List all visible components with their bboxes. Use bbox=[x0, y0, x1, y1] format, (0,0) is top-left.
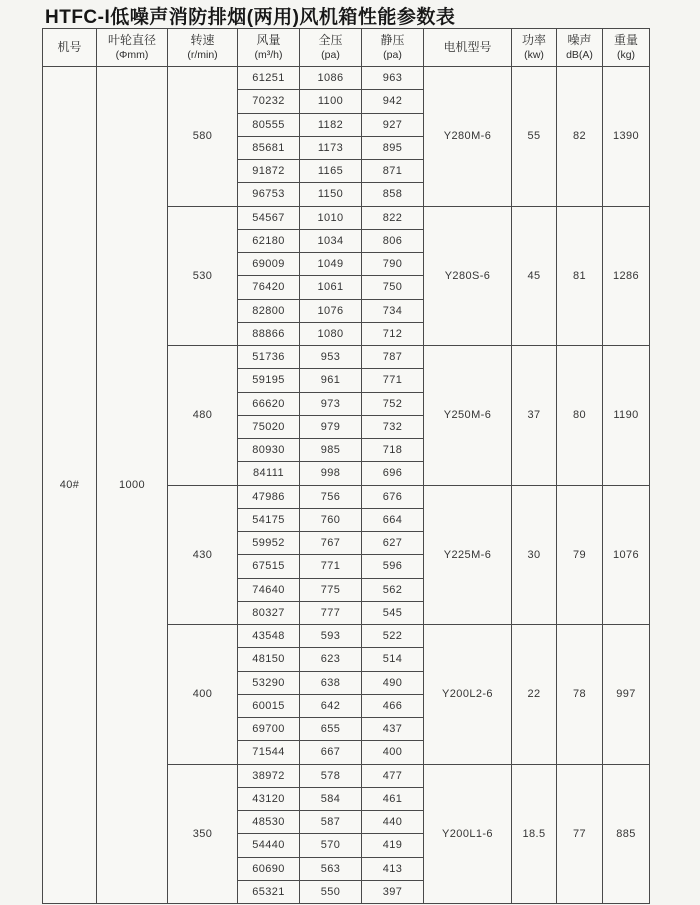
cell-airflow: 66620 bbox=[238, 392, 300, 415]
table-header-row bbox=[43, 29, 650, 67]
col-header-airflow bbox=[238, 29, 300, 67]
cell-motor-model: Y225M-6 bbox=[424, 485, 512, 625]
cell-machine-no: 40# bbox=[43, 67, 97, 904]
cell-static-pressure: 734 bbox=[362, 299, 424, 322]
cell-static-pressure: 871 bbox=[362, 160, 424, 183]
cell-static-pressure: 596 bbox=[362, 555, 424, 578]
col-header-machine-no bbox=[43, 29, 97, 67]
cell-total-pressure: 985 bbox=[300, 439, 362, 462]
cell-airflow: 67515 bbox=[238, 555, 300, 578]
cell-total-pressure: 777 bbox=[300, 601, 362, 624]
cell-airflow: 59952 bbox=[238, 532, 300, 555]
cell-airflow: 88866 bbox=[238, 322, 300, 345]
cell-motor-model: Y280M-6 bbox=[424, 67, 512, 207]
cell-static-pressure: 927 bbox=[362, 113, 424, 136]
col-header-static-pressure bbox=[362, 29, 424, 67]
cell-total-pressure: 767 bbox=[300, 532, 362, 555]
cell-airflow: 43120 bbox=[238, 787, 300, 810]
cell-total-pressure: 979 bbox=[300, 415, 362, 438]
cell-total-pressure: 775 bbox=[300, 578, 362, 601]
cell-airflow: 62180 bbox=[238, 229, 300, 252]
cell-airflow: 80327 bbox=[238, 601, 300, 624]
col-header-airflow-unit: (m³/h) bbox=[254, 49, 283, 61]
cell-airflow: 38972 bbox=[238, 764, 300, 787]
cell-airflow: 82800 bbox=[238, 299, 300, 322]
cell-total-pressure: 563 bbox=[300, 857, 362, 880]
cell-airflow: 71544 bbox=[238, 741, 300, 764]
cell-total-pressure: 667 bbox=[300, 741, 362, 764]
cell-airflow: 80930 bbox=[238, 439, 300, 462]
cell-total-pressure: 998 bbox=[300, 462, 362, 485]
cell-airflow: 60015 bbox=[238, 694, 300, 717]
cell-static-pressure: 400 bbox=[362, 741, 424, 764]
cell-airflow: 69009 bbox=[238, 253, 300, 276]
cell-static-pressure: 712 bbox=[362, 322, 424, 345]
cell-total-pressure: 578 bbox=[300, 764, 362, 787]
cell-total-pressure: 1182 bbox=[300, 113, 362, 136]
cell-airflow: 70232 bbox=[238, 90, 300, 113]
page-title: HTFC-I低噪声消防排烟(两用)风机箱性能参数表 bbox=[45, 7, 456, 28]
cell-static-pressure: 545 bbox=[362, 601, 424, 624]
cell-airflow: 54567 bbox=[238, 206, 300, 229]
cell-total-pressure: 1061 bbox=[300, 276, 362, 299]
col-header-weight bbox=[603, 29, 650, 67]
col-header-machine-no-label: 机号 bbox=[57, 39, 82, 54]
cell-noise: 82 bbox=[557, 67, 603, 207]
cell-airflow: 69700 bbox=[238, 718, 300, 741]
cell-impeller-diameter: 1000 bbox=[97, 67, 168, 904]
cell-airflow: 84111 bbox=[238, 462, 300, 485]
col-header-weight-unit: (kg) bbox=[616, 49, 636, 61]
cell-static-pressure: 522 bbox=[362, 625, 424, 648]
cell-airflow: 74640 bbox=[238, 578, 300, 601]
cell-static-pressure: 461 bbox=[362, 787, 424, 810]
cell-airflow: 48530 bbox=[238, 811, 300, 834]
col-header-speed-unit: (r/min) bbox=[187, 49, 218, 61]
cell-static-pressure: 490 bbox=[362, 671, 424, 694]
cell-power: 37 bbox=[512, 346, 557, 486]
table-body bbox=[43, 67, 650, 904]
cell-static-pressure: 413 bbox=[362, 857, 424, 880]
cell-noise: 78 bbox=[557, 625, 603, 765]
cell-static-pressure: 664 bbox=[362, 508, 424, 531]
cell-noise: 77 bbox=[557, 764, 603, 904]
cell-static-pressure: 771 bbox=[362, 369, 424, 392]
col-header-noise bbox=[557, 29, 603, 67]
col-header-motor-model-label: 电机型号 bbox=[443, 39, 492, 54]
cell-static-pressure: 627 bbox=[362, 532, 424, 555]
cell-static-pressure: 477 bbox=[362, 764, 424, 787]
col-header-impeller-diameter-unit: (Φmm) bbox=[115, 49, 149, 61]
cell-total-pressure: 1086 bbox=[300, 67, 362, 90]
cell-power: 18.5 bbox=[512, 764, 557, 904]
cell-power: 22 bbox=[512, 625, 557, 765]
cell-total-pressure: 638 bbox=[300, 671, 362, 694]
cell-total-pressure: 771 bbox=[300, 555, 362, 578]
cell-airflow: 51736 bbox=[238, 346, 300, 369]
cell-airflow: 43548 bbox=[238, 625, 300, 648]
cell-weight: 997 bbox=[603, 625, 650, 765]
col-header-total-pressure-unit: (pa) bbox=[321, 49, 340, 61]
cell-total-pressure: 1150 bbox=[300, 183, 362, 206]
col-header-noise-label: 噪声 bbox=[567, 33, 592, 48]
col-header-total-pressure-label: 全压 bbox=[318, 33, 343, 48]
cell-total-pressure: 623 bbox=[300, 648, 362, 671]
cell-airflow: 60690 bbox=[238, 857, 300, 880]
cell-airflow: 54440 bbox=[238, 834, 300, 857]
cell-motor-model: Y200L2-6 bbox=[424, 625, 512, 765]
cell-static-pressure: 895 bbox=[362, 136, 424, 159]
cell-static-pressure: 822 bbox=[362, 206, 424, 229]
cell-noise: 81 bbox=[557, 206, 603, 346]
cell-speed: 400 bbox=[168, 625, 238, 765]
cell-airflow: 61251 bbox=[238, 67, 300, 90]
cell-airflow: 76420 bbox=[238, 276, 300, 299]
cell-total-pressure: 655 bbox=[300, 718, 362, 741]
col-header-impeller-diameter-label: 叶轮直径 bbox=[107, 33, 156, 48]
cell-total-pressure: 1010 bbox=[300, 206, 362, 229]
cell-speed: 580 bbox=[168, 67, 238, 207]
cell-static-pressure: 466 bbox=[362, 694, 424, 717]
cell-static-pressure: 562 bbox=[362, 578, 424, 601]
col-header-power-unit: (kw) bbox=[524, 49, 544, 61]
cell-airflow: 48150 bbox=[238, 648, 300, 671]
col-header-power-label: 功率 bbox=[521, 33, 546, 48]
col-header-static-pressure-label: 静压 bbox=[380, 33, 405, 48]
cell-weight: 1390 bbox=[603, 67, 650, 207]
cell-power: 55 bbox=[512, 67, 557, 207]
cell-total-pressure: 1034 bbox=[300, 229, 362, 252]
cell-total-pressure: 1080 bbox=[300, 322, 362, 345]
col-header-total-pressure bbox=[300, 29, 362, 67]
cell-total-pressure: 550 bbox=[300, 880, 362, 903]
cell-total-pressure: 961 bbox=[300, 369, 362, 392]
cell-total-pressure: 760 bbox=[300, 508, 362, 531]
cell-total-pressure: 584 bbox=[300, 787, 362, 810]
cell-static-pressure: 942 bbox=[362, 90, 424, 113]
cell-speed: 430 bbox=[168, 485, 238, 625]
cell-motor-model: Y280S-6 bbox=[424, 206, 512, 346]
col-header-weight-label: 重量 bbox=[613, 33, 638, 48]
cell-weight: 885 bbox=[603, 764, 650, 904]
cell-airflow: 80555 bbox=[238, 113, 300, 136]
cell-static-pressure: 440 bbox=[362, 811, 424, 834]
cell-airflow: 75020 bbox=[238, 415, 300, 438]
cell-static-pressure: 858 bbox=[362, 183, 424, 206]
cell-total-pressure: 1076 bbox=[300, 299, 362, 322]
cell-weight: 1076 bbox=[603, 485, 650, 625]
cell-total-pressure: 587 bbox=[300, 811, 362, 834]
cell-total-pressure: 756 bbox=[300, 485, 362, 508]
cell-static-pressure: 397 bbox=[362, 880, 424, 903]
cell-weight: 1286 bbox=[603, 206, 650, 346]
cell-weight: 1190 bbox=[603, 346, 650, 486]
cell-total-pressure: 642 bbox=[300, 694, 362, 717]
cell-total-pressure: 1165 bbox=[300, 160, 362, 183]
col-header-motor-model bbox=[424, 29, 512, 67]
cell-airflow: 85681 bbox=[238, 136, 300, 159]
cell-airflow: 91872 bbox=[238, 160, 300, 183]
cell-airflow: 54175 bbox=[238, 508, 300, 531]
cell-static-pressure: 676 bbox=[362, 485, 424, 508]
col-header-airflow-label: 风量 bbox=[256, 33, 281, 48]
cell-speed: 530 bbox=[168, 206, 238, 346]
cell-static-pressure: 419 bbox=[362, 834, 424, 857]
cell-power: 30 bbox=[512, 485, 557, 625]
cell-speed: 350 bbox=[168, 764, 238, 904]
cell-total-pressure: 1173 bbox=[300, 136, 362, 159]
cell-speed: 480 bbox=[168, 346, 238, 486]
cell-static-pressure: 514 bbox=[362, 648, 424, 671]
col-header-noise-unit: dB(A) bbox=[566, 49, 593, 61]
cell-static-pressure: 750 bbox=[362, 276, 424, 299]
cell-total-pressure: 973 bbox=[300, 392, 362, 415]
cell-airflow: 47986 bbox=[238, 485, 300, 508]
cell-static-pressure: 787 bbox=[362, 346, 424, 369]
cell-airflow: 53290 bbox=[238, 671, 300, 694]
cell-motor-model: Y200L1-6 bbox=[424, 764, 512, 904]
cell-static-pressure: 437 bbox=[362, 718, 424, 741]
col-header-static-pressure-unit: (pa) bbox=[383, 49, 402, 61]
performance-table bbox=[42, 28, 650, 904]
col-header-speed bbox=[168, 29, 238, 67]
cell-total-pressure: 1100 bbox=[300, 90, 362, 113]
cell-airflow: 96753 bbox=[238, 183, 300, 206]
cell-static-pressure: 732 bbox=[362, 415, 424, 438]
cell-total-pressure: 593 bbox=[300, 625, 362, 648]
cell-static-pressure: 752 bbox=[362, 392, 424, 415]
cell-total-pressure: 953 bbox=[300, 346, 362, 369]
col-header-power bbox=[512, 29, 557, 67]
cell-static-pressure: 718 bbox=[362, 439, 424, 462]
cell-static-pressure: 806 bbox=[362, 229, 424, 252]
cell-airflow: 59195 bbox=[238, 369, 300, 392]
cell-noise: 79 bbox=[557, 485, 603, 625]
cell-total-pressure: 570 bbox=[300, 834, 362, 857]
cell-power: 45 bbox=[512, 206, 557, 346]
cell-static-pressure: 963 bbox=[362, 67, 424, 90]
col-header-impeller-diameter bbox=[97, 29, 168, 67]
cell-motor-model: Y250M-6 bbox=[424, 346, 512, 486]
table-row bbox=[43, 67, 650, 90]
col-header-speed-label: 转速 bbox=[190, 33, 215, 48]
cell-total-pressure: 1049 bbox=[300, 253, 362, 276]
cell-static-pressure: 696 bbox=[362, 462, 424, 485]
cell-noise: 80 bbox=[557, 346, 603, 486]
cell-static-pressure: 790 bbox=[362, 253, 424, 276]
cell-airflow: 65321 bbox=[238, 880, 300, 903]
